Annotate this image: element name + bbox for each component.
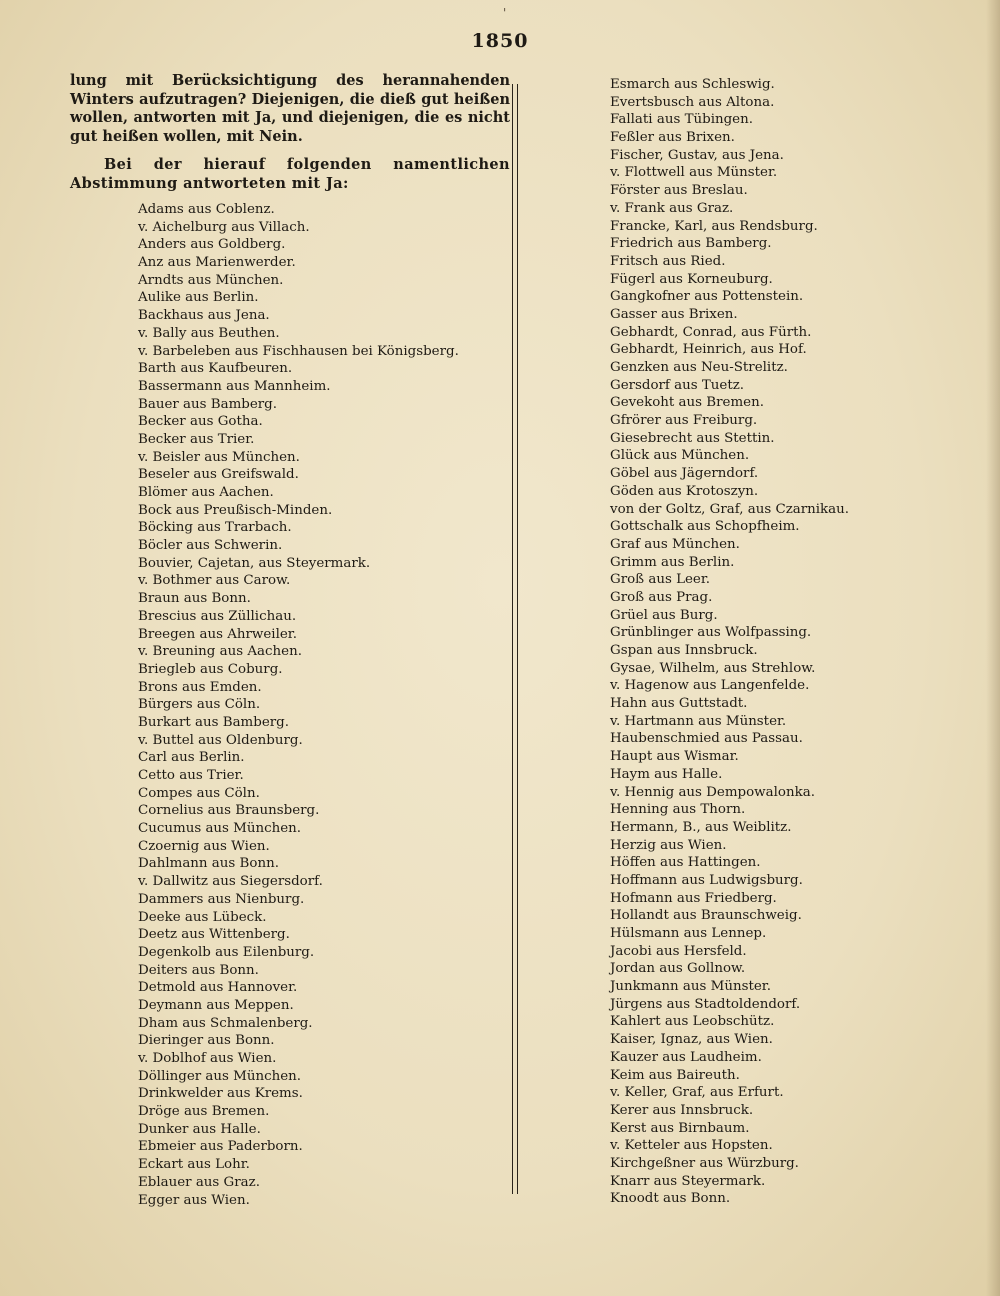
list-item: Hoffmann aus Ludwigsburg. xyxy=(610,872,803,888)
list-item: v. Aichelburg aus Villach. xyxy=(138,219,310,235)
list-item: Kaiser, Ignaz, aus Wien. xyxy=(610,1032,773,1048)
list-item: Haym aus Halle. xyxy=(610,766,723,782)
list-item: Dammers aus Nienburg. xyxy=(138,891,305,907)
list-item: Gfrörer aus Freiburg. xyxy=(610,413,758,429)
list-item: Evertsbusch aus Altona. xyxy=(610,94,775,110)
list-item: v. Bothmer aus Carow. xyxy=(138,573,291,589)
list-item: Kauzer aus Laudheim. xyxy=(610,1049,762,1065)
list-item: Gebhardt, Conrad, aus Fürth. xyxy=(610,324,812,340)
list-item: Brescius aus Züllichau. xyxy=(138,608,297,624)
list-item: Francke, Karl, aus Rendsburg. xyxy=(610,218,818,234)
list-item: Bock aus Preußisch-Minden. xyxy=(138,502,333,518)
list-item: Hermann, B., aus Weiblitz. xyxy=(610,819,792,835)
list-item: Kerst aus Birnbaum. xyxy=(610,1120,750,1136)
list-item: Gasser aus Brixen. xyxy=(610,306,738,322)
list-item: Fischer, Gustav, aus Jena. xyxy=(610,147,784,163)
list-item: Cornelius aus Braunsberg. xyxy=(138,803,320,819)
list-item: Deeke aus Lübeck. xyxy=(138,909,267,925)
list-item: Göden aus Krotoszyn. xyxy=(610,483,759,499)
list-item: Genzken aus Neu-Strelitz. xyxy=(610,360,788,375)
list-item: Bouvier, Cajetan, aus Steyermark. xyxy=(138,555,371,571)
list-item: Förster aus Breslau. xyxy=(610,183,748,199)
list-item: Eblauer aus Graz. xyxy=(138,1174,260,1190)
list-item: von der Goltz, Graf, aus Czarnikau. xyxy=(610,501,850,517)
page-number: 1850 xyxy=(471,30,529,52)
list-item: Deymann aus Meppen. xyxy=(138,997,294,1013)
list-item: Becker aus Gotha. xyxy=(138,414,263,430)
list-item: Feßler aus Brixen. xyxy=(610,130,735,146)
list-item: Giesebrecht aus Stettin. xyxy=(610,430,775,446)
list-item: Aulike aus Berlin. xyxy=(138,290,259,306)
page-edge-shadow xyxy=(986,0,1000,1296)
list-item: v. Breuning aus Aachen. xyxy=(138,644,302,660)
column-divider xyxy=(517,84,518,1194)
list-item: v. Beisler aus München. xyxy=(138,449,300,465)
list-item: Jacobi aus Hersfeld. xyxy=(610,943,747,959)
list-item: Keim aus Baireuth. xyxy=(610,1067,740,1083)
list-item: Barth aus Kaufbeuren. xyxy=(138,361,293,377)
list-item: Kahlert aus Leobschütz. xyxy=(610,1014,775,1030)
list-item: v. Hennig aus Dempowalonka. xyxy=(610,784,815,800)
list-item: Böcking aus Trarbach. xyxy=(138,520,292,536)
list-item: Höffen aus Hattingen. xyxy=(610,855,761,871)
list-item: Friedrich aus Bamberg. xyxy=(610,236,772,252)
list-item: v. Doblhof aus Wien. xyxy=(138,1051,277,1066)
list-item: Jürgens aus Stadtoldendorf. xyxy=(610,996,801,1012)
list-item: Fallati aus Tübingen. xyxy=(610,112,753,128)
list-item: Gangkofner aus Pottenstein. xyxy=(610,289,804,305)
list-item: Herzig aus Wien. xyxy=(610,837,727,853)
list-item: Cucumus aus München. xyxy=(138,821,302,837)
list-item: v. Hartmann aus Münster. xyxy=(610,713,787,729)
list-item: Glück aus München. xyxy=(610,448,750,464)
list-item: Brons aus Emden. xyxy=(138,679,262,695)
list-item: Adams aus Coblenz. xyxy=(138,202,275,217)
list-item: Cetto aus Trier. xyxy=(138,768,244,783)
list-item: Fritsch aus Ried. xyxy=(610,253,726,269)
list-item: Dieringer aus Bonn. xyxy=(138,1033,275,1049)
list-item: Detmold aus Hannover. xyxy=(138,980,298,996)
list-item: Hollandt aus Braunschweig. xyxy=(610,908,802,924)
list-item: v. Flottwell aus Münster. xyxy=(610,165,778,181)
list-item: Knarr aus Steyermark. xyxy=(610,1173,766,1189)
list-item: Carl aus Berlin. xyxy=(138,750,245,766)
list-item: Blömer aus Aachen. xyxy=(138,485,274,500)
list-item: Ebmeier aus Paderborn. xyxy=(138,1139,303,1155)
list-item: Dahlmann aus Bonn. xyxy=(138,856,279,872)
list-item: Grüel aus Burg. xyxy=(610,607,718,623)
list-item: v. Hagenow aus Langenfelde. xyxy=(610,678,810,694)
list-item: Burkart aus Bamberg. xyxy=(138,714,289,730)
list-item: Anders aus Goldberg. xyxy=(138,237,286,253)
list-item: v. Dallwitz aus Siegersdorf. xyxy=(138,874,323,890)
list-item: v. Ketteler aus Hopsten. xyxy=(610,1138,773,1154)
list-item: Haubenschmied aus Passau. xyxy=(610,731,803,747)
list-item: Backhaus aus Jena. xyxy=(138,308,270,324)
list-item: Arndts aus München. xyxy=(138,272,284,288)
list-item: Bassermann aus Mannheim. xyxy=(138,378,331,394)
column-divider xyxy=(512,84,513,1194)
list-item: Beseler aus Greifswald. xyxy=(138,467,299,483)
list-item: Breegen aus Ahrweiler. xyxy=(138,626,297,642)
list-item: Grimm aus Berlin. xyxy=(610,554,735,570)
list-item: Drinkwelder aus Krems. xyxy=(138,1086,303,1102)
right-name-list xyxy=(610,76,970,1208)
list-item: Göbel aus Jägerndorf. xyxy=(610,466,759,482)
list-item: Gottschalk aus Schopfheim. xyxy=(610,519,800,535)
intro-paragraph: lung mit Berücksichtigung des herannahenden Winters aufzutragen? Diejenigen, die dieß gut heißen wollen, antworten mit Ja, und diejenigen, die es nicht gut heißen wollen, mit Nein. xyxy=(70,72,510,145)
list-item: v. Frank aus Graz. xyxy=(610,200,734,216)
list-item: Gebhardt, Heinrich, aus Hof. xyxy=(610,342,807,358)
list-item: Böcler aus Schwerin. xyxy=(138,538,283,554)
list-item: Dröge aus Bremen. xyxy=(138,1104,270,1120)
list-item: Graf aus München. xyxy=(610,536,740,552)
list-item: Compes aus Cöln. xyxy=(138,785,260,801)
list-item: Gspan aus Innsbruck. xyxy=(610,643,758,658)
list-item: Degenkolb aus Eilenburg. xyxy=(138,944,315,960)
list-item: Bauer aus Bamberg. xyxy=(138,396,278,412)
list-item: Deiters aus Bonn. xyxy=(138,962,259,978)
vote-heading: Bei der hierauf folgenden namentlichen Abstimmung antworteten mit Ja: xyxy=(70,156,510,192)
list-item: Hahn aus Guttstadt. xyxy=(610,696,748,712)
list-item: Jordan aus Gollnow. xyxy=(610,961,746,977)
list-item: Czoernig aus Wien. xyxy=(138,838,270,854)
list-item: Groß aus Leer. xyxy=(610,572,711,588)
list-item: Henning aus Thorn. xyxy=(610,802,746,818)
list-item: Haupt aus Wismar. xyxy=(610,749,739,765)
left-name-list xyxy=(138,201,510,1209)
list-item: Gysae, Wilhelm, aus Strehlow. xyxy=(610,660,816,676)
list-item: Anz aus Marienwerder. xyxy=(138,255,296,271)
list-item: Briegleb aus Coburg. xyxy=(138,661,283,677)
list-item: Kerer aus Innsbruck. xyxy=(610,1102,754,1118)
list-item: Junkmann aus Münster. xyxy=(610,979,771,995)
list-item: Eckart aus Lohr. xyxy=(138,1157,250,1173)
list-item: Fügerl aus Korneuburg. xyxy=(610,271,773,287)
list-item: v. Bally aus Beuthen. xyxy=(138,325,280,341)
list-item: Kirchgeßner aus Würzburg. xyxy=(610,1155,799,1171)
list-item: Dham aus Schmalenberg. xyxy=(138,1015,313,1031)
left-column xyxy=(70,72,510,1209)
list-item: Esmarch aus Schleswig. xyxy=(610,77,775,92)
list-item: Hülsmann aus Lennep. xyxy=(610,926,767,941)
list-item: Hofmann aus Friedberg. xyxy=(610,890,777,906)
right-column xyxy=(610,76,970,1208)
list-item: Groß aus Prag. xyxy=(610,589,713,605)
list-item: Deetz aus Wittenberg. xyxy=(138,927,290,943)
list-item: v. Barbeleben aus Fischhausen bei Königsberg. xyxy=(138,343,459,359)
list-item: Döllinger aus München. xyxy=(138,1068,302,1084)
list-item: Braun aus Bonn. xyxy=(138,591,251,607)
top-mark: ' xyxy=(503,6,507,20)
list-item: Grünblinger aus Wolfpassing. xyxy=(610,625,812,641)
list-item: Bürgers aus Cöln. xyxy=(138,697,261,713)
list-item: Dunker aus Halle. xyxy=(138,1121,261,1137)
list-item: Knoodt aus Bonn. xyxy=(610,1191,731,1207)
list-item: v. Keller, Graf, aus Erfurt. xyxy=(610,1085,784,1101)
list-item: Egger aus Wien. xyxy=(138,1192,250,1208)
list-item: Becker aus Trier. xyxy=(138,431,255,447)
list-item: Gersdorf aus Tuetz. xyxy=(610,377,745,393)
list-item: v. Buttel aus Oldenburg. xyxy=(138,732,303,748)
list-item: Gevekoht aus Bremen. xyxy=(610,395,764,411)
